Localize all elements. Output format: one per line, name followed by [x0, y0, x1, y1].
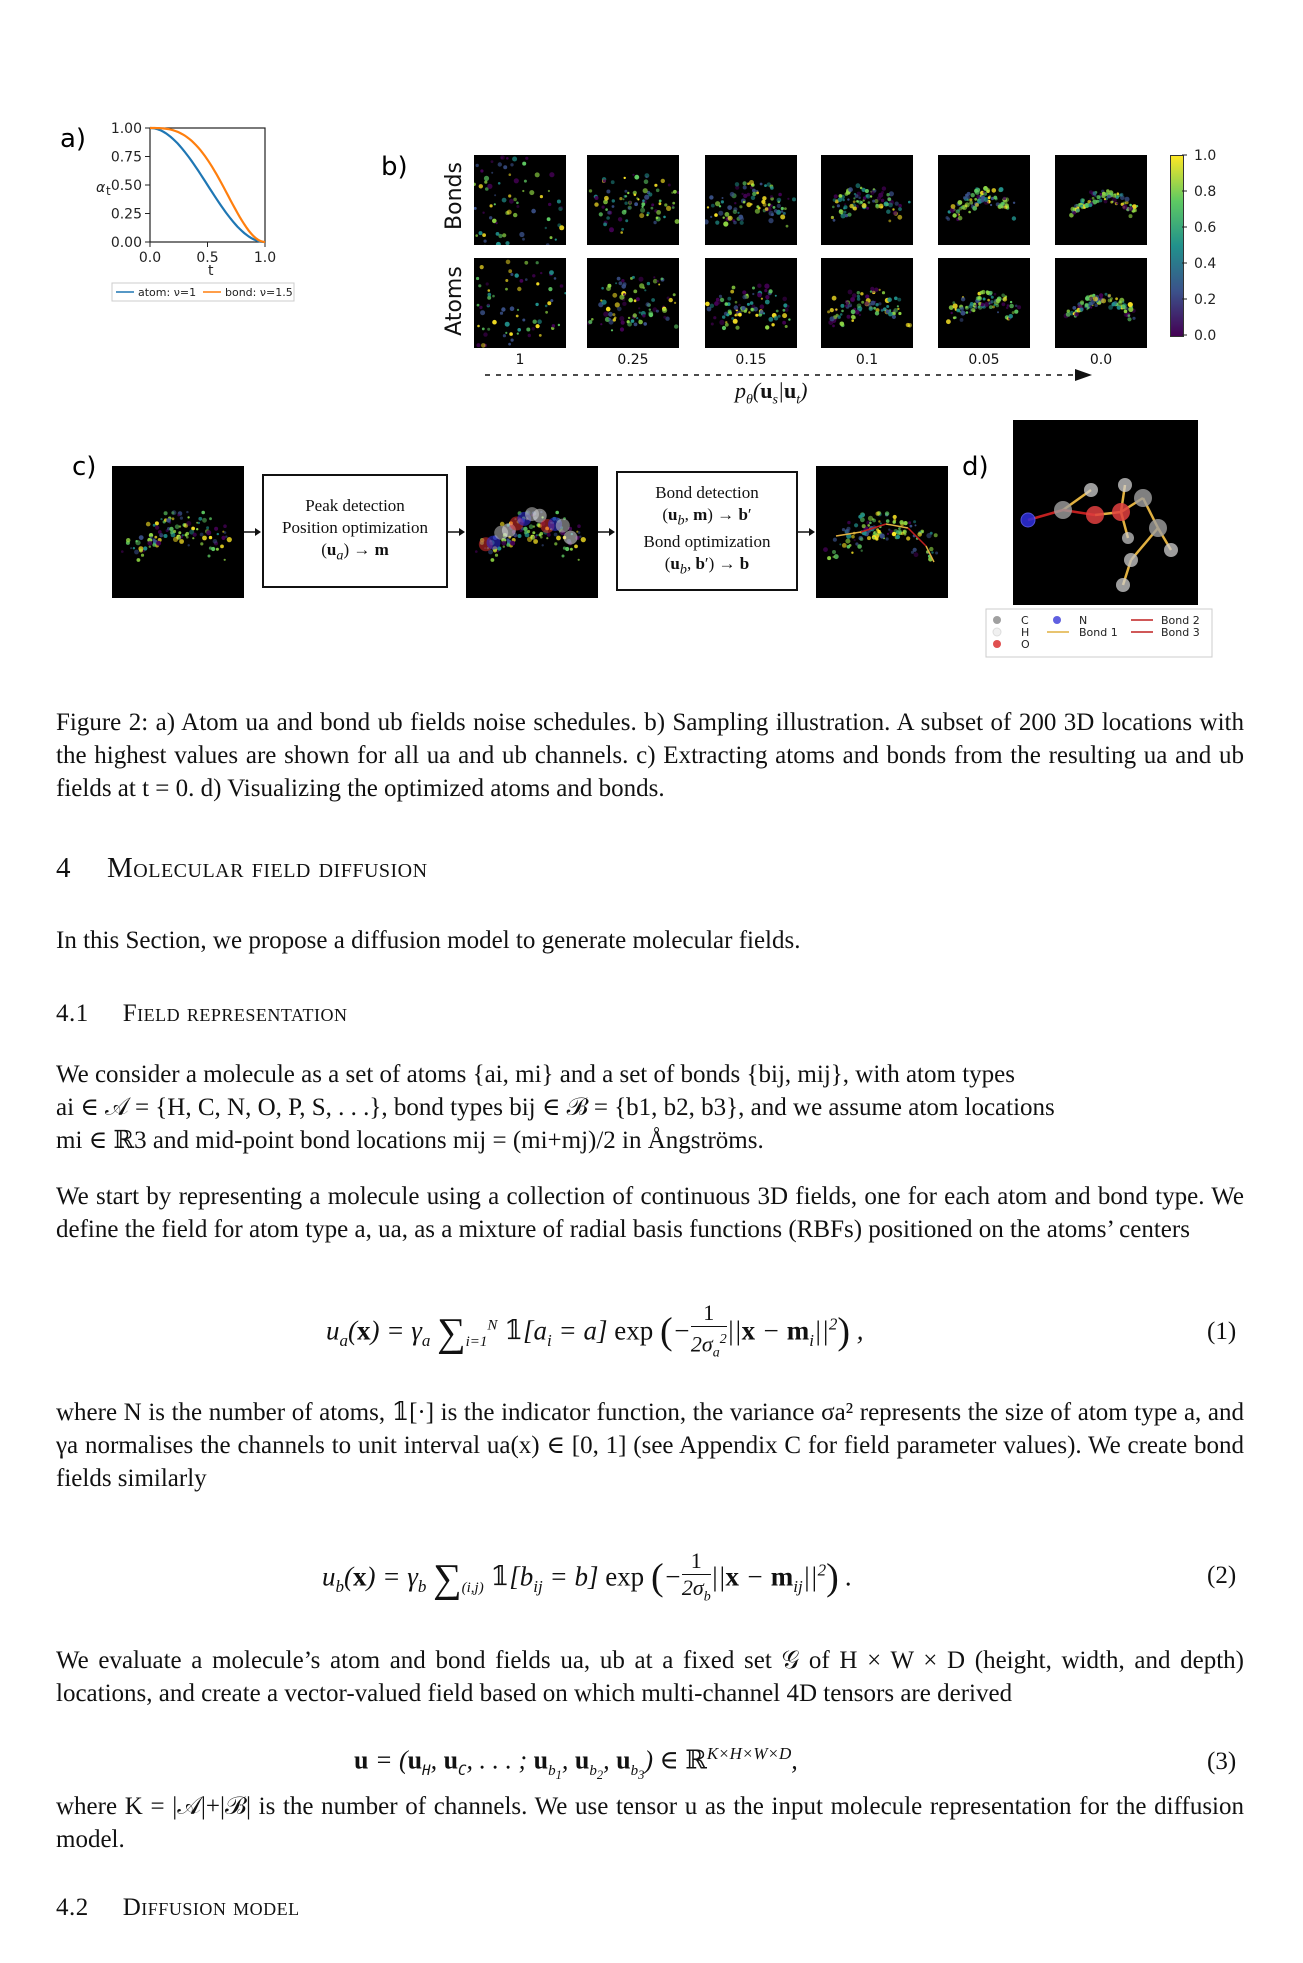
- row-label-atoms: Atoms: [442, 266, 467, 336]
- molecule-legend: [985, 608, 1215, 660]
- colorbar-tick-label: 0.6: [1194, 220, 1217, 236]
- paragraph-tensor-definition: We evaluate a molecule’s atom and bond fields ua, ub at a fixed set 𝒢 of H × W × D (height, width, and depth) locations, and create a vector-valued field based on which multi-channel 4D tensors are derived: [56, 1647, 1244, 1707]
- section-4-2-heading: 4.2 Diffusion model: [56, 1894, 300, 1921]
- svg-text:Bond 1: Bond 1: [1079, 626, 1118, 639]
- section-4-intro: In this Section, we propose a diffusion model to generate molecular fields.: [56, 927, 801, 954]
- time-step-label: 0.15: [735, 352, 767, 368]
- svg-text:α: α: [96, 180, 106, 196]
- equation-2: $u_b(x) = \gamma_b$ $\sum_{(i,j)}$ $𝟙[b_{ij} = b]$ exp (− $\frac{1}{2\sigma_b}$ $||x - m_{ij}||^2$) .: [322, 1548, 853, 1605]
- colorbar-tick-label: 0.0: [1194, 328, 1217, 344]
- legend-atom-label: atom: ν=1: [138, 286, 197, 299]
- sample-atoms-4: [938, 258, 1030, 348]
- sample-atoms-2: [705, 258, 797, 348]
- time-step-label: 0.0: [1089, 352, 1113, 368]
- colorbar-tick-label: 1.0: [1194, 148, 1217, 164]
- svg-text:H: H: [1021, 626, 1030, 639]
- colorbar-tick-label: 0.2: [1194, 292, 1217, 308]
- y-tick-label: 1.00: [110, 121, 142, 137]
- svg-text:C: C: [1021, 614, 1029, 627]
- svg-text:Bond 2: Bond 2: [1161, 614, 1200, 627]
- sample-atoms-0: [474, 258, 566, 348]
- y-tick-label: 0.00: [110, 235, 142, 251]
- atom-schedule-line: [150, 128, 265, 242]
- arrow-3: [598, 526, 616, 538]
- input-field-image: [112, 466, 244, 598]
- paragraph-indicator-definition: where N is the number of atoms, 𝟙[·] is the indicator function, the variance σa² represents the size of atom type a, and γa normalises the channels to unit interval ua(x) ∈ [0, 1] (see Appendix C for field parameter values). We create bond fields similarly: [56, 1399, 1244, 1492]
- panel-c-label: c): [72, 452, 97, 482]
- detected-atoms-image: [466, 466, 598, 598]
- section-4-1-heading: 4.1 Field representation: [56, 1000, 348, 1027]
- time-step-label: 1: [515, 352, 525, 368]
- svg-text:Bond 3: Bond 3: [1161, 626, 1200, 639]
- x-tick-label: 0.0: [138, 250, 162, 266]
- y-tick-label: 0.25: [110, 206, 142, 223]
- x-tick-label: 1.0: [253, 250, 277, 266]
- arrow-2: [448, 526, 466, 538]
- sample-atoms-3: [821, 258, 913, 348]
- time-step-label: 0.1: [855, 352, 879, 368]
- y-axis-label: [96, 180, 111, 198]
- sample-bonds-1: [587, 155, 679, 245]
- svg-text:t: t: [106, 184, 111, 198]
- equation-2-number: (2): [1207, 1562, 1237, 1589]
- paragraph-molecule-definition: We consider a molecule as a set of atoms {ai, mi} and a set of bonds {bij, mij}, with atom types ai ∈ 𝒜 = {H, C, N, O, P, S, . . .}, bond types bij ∈ ℬ = {b1, b2, b3}, and we assume atom locations mi ∈ ℝ3 and mid-point bond locations mij = (mi+mj)/2 in Ångströms.: [56, 1061, 1055, 1154]
- svg-text:O: O: [1021, 638, 1030, 651]
- peak-detection-box: Peak detection Position optimization $(u_a) \to m$: [262, 474, 448, 588]
- paragraph-channels: where K = |𝒜|+|ℬ| is the number of channels. We use tensor u as the input molecule representation for the diffusion model.: [56, 1793, 1244, 1853]
- sample-atoms-1: [587, 258, 679, 348]
- x-tick-label: 0.5: [196, 250, 219, 266]
- sample-bonds-5: [1055, 155, 1147, 245]
- y-tick-label: 0.75: [110, 149, 142, 166]
- section-4-heading: 4 Molecular field diffusion: [56, 852, 428, 884]
- x-axis-label: t: [208, 263, 214, 279]
- optimized-molecule-image: [1013, 420, 1198, 605]
- arrow-label: $p_\theta(u_s|u_t)$: [735, 378, 808, 408]
- detected-bonds-image: [816, 466, 948, 598]
- sample-bonds-2: [705, 155, 797, 245]
- equation-1: $u_a(x) = \gamma_a$ $\sum_{i=1}^N$ $𝟙[a_i = a]$ exp (− $\frac{1}{2\sigma_a^2}$ $||x - m_i||^2$) ,: [326, 1300, 864, 1361]
- y-tick-label: 0.50: [110, 178, 142, 194]
- panel-b-label: b): [381, 152, 408, 182]
- row-label-bonds: Bonds: [442, 162, 467, 230]
- equation-1-number: (1): [1207, 1318, 1237, 1345]
- equation-3: $u = (u_H$, $u_C$, . . . ; $u_{b_1}$, $u_{b_2}$, $u_{b_3}$) ∈ ℝ$^{K\times H\times W\times D}$,: [354, 1744, 798, 1782]
- bond-detection-box: Bond detection ($u_b$, m) → b′ Bond optimization ($u_b$, b′) → b: [616, 471, 798, 591]
- time-step-label: 0.25: [617, 352, 649, 368]
- svg-text:N: N: [1079, 614, 1088, 627]
- molecule-render: [1013, 420, 1198, 605]
- noise-schedule-chart: [90, 115, 320, 310]
- time-step-label: 0.05: [968, 352, 1000, 368]
- panel-a-label: a): [60, 124, 87, 154]
- sample-atoms-5: [1055, 258, 1147, 348]
- panel-d-label: d): [962, 452, 989, 482]
- arrow-4: [798, 526, 816, 538]
- arrow-1: [244, 526, 262, 538]
- sample-bonds-4: [938, 155, 1030, 245]
- legend-bond-label: bond: ν=1.5: [225, 286, 293, 299]
- figure-caption: Figure 2: a) Atom ua and bond ub fields noise schedules. b) Sampling illustration. A subset of 200 3D locations with the highest values are shown for all ua and ub channels. c) Extracting atoms and bonds from the resulting ua and ub fields at t = 0. d) Visualizing the optimized atoms and bonds.: [56, 709, 1244, 802]
- paragraph-field-definition: We start by representing a molecule using a collection of continuous 3D fields, one for each atom and bond type. We define the field for atom type a, ua, as a mixture of radial basis functions (RBFs) positioned on the atoms’ centers: [56, 1183, 1244, 1243]
- sample-bonds-3: [821, 155, 913, 245]
- colorbar-tick-label: 0.8: [1194, 184, 1217, 200]
- equation-3-number: (3): [1207, 1748, 1237, 1775]
- colorbar-tick-label: 0.4: [1194, 256, 1217, 272]
- colorbar-ticks: [1182, 145, 1242, 345]
- sample-bonds-0: [474, 155, 566, 245]
